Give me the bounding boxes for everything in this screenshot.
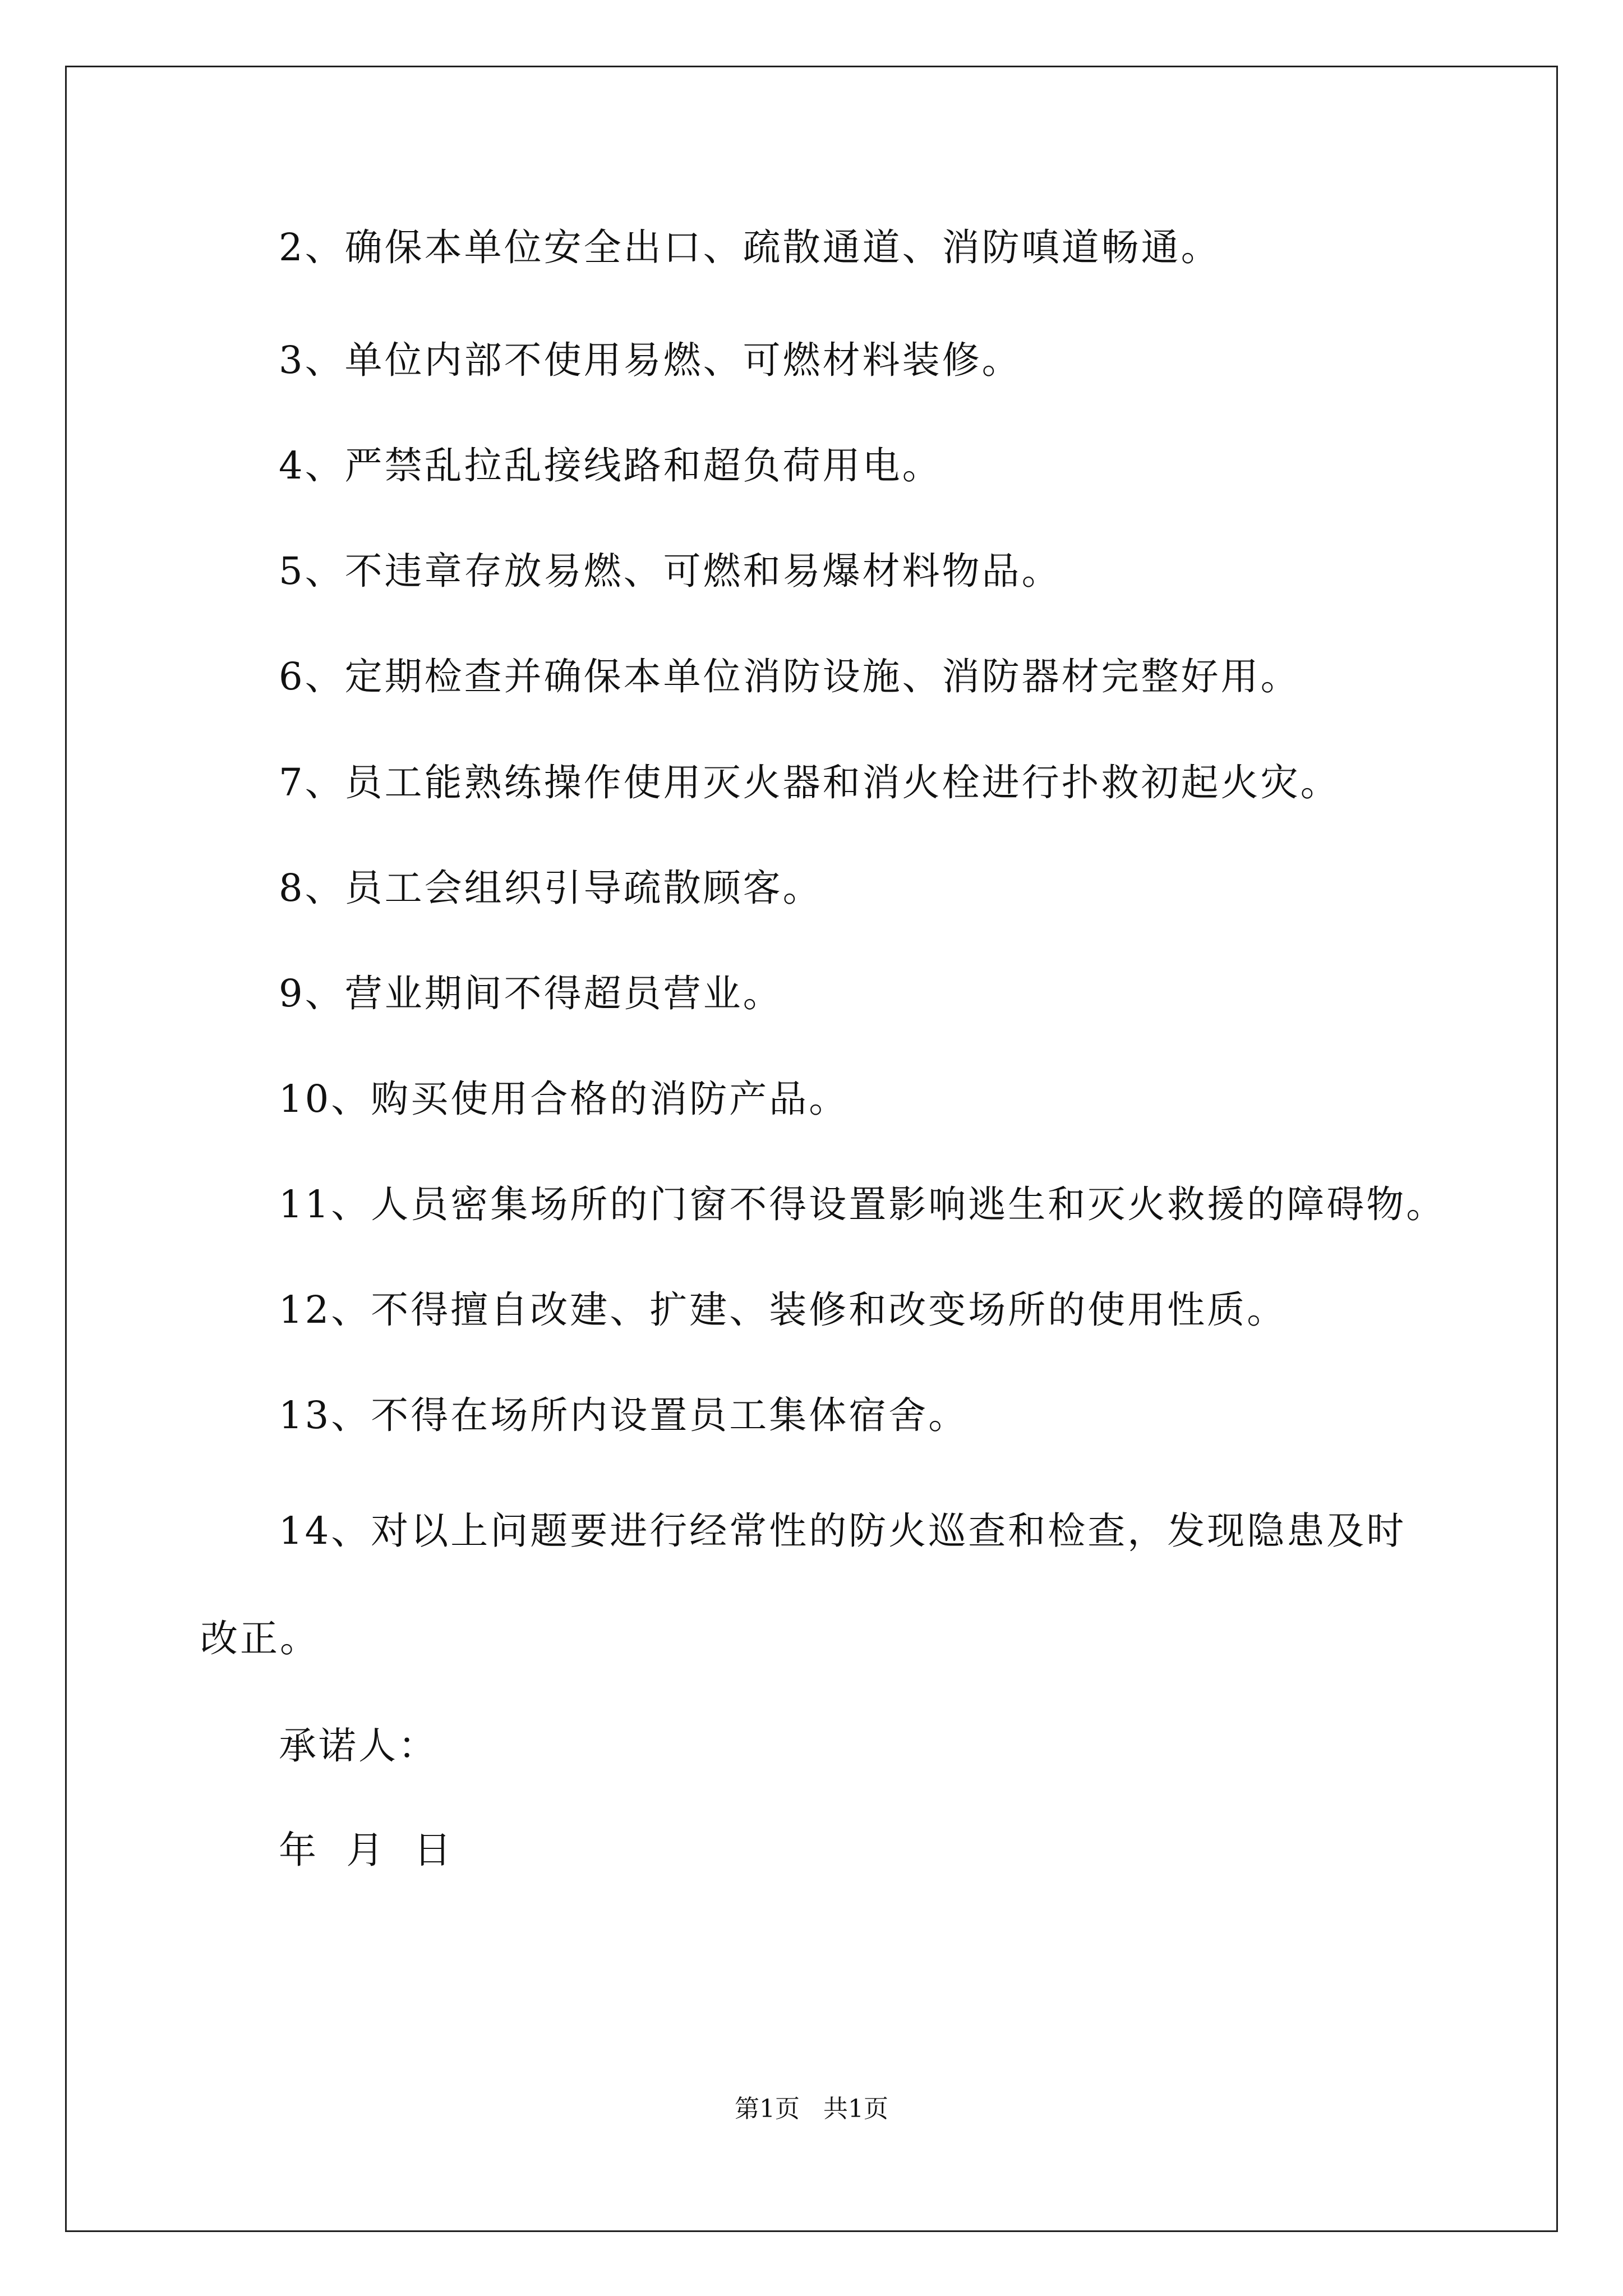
date-line: 年 月 日 bbox=[279, 1828, 454, 1872]
signatory-label: 承诺人： bbox=[279, 1724, 438, 1768]
page-footer: 第1页 共1页 bbox=[735, 2095, 888, 2123]
commitment-item-6: 6、定期检查并确保本单位消防设施、消防器材完整好用。 bbox=[279, 655, 1301, 698]
page-border bbox=[65, 66, 1558, 2232]
commitment-item-13: 13、不得在场所内设置员工集体宿舍。 bbox=[279, 1393, 969, 1437]
commitment-item-3: 3、单位内部不使用易燃、可燃材料装修。 bbox=[279, 338, 1022, 382]
commitment-item-2: 2、确保本单位安全出口、疏散通道、消防嗔道畅通。 bbox=[279, 226, 1221, 269]
commitment-item-9: 9、营业期间不得超员营业。 bbox=[279, 972, 783, 1015]
commitment-item-4: 4、严禁乱拉乱接线路和超负荷用电。 bbox=[279, 444, 942, 487]
commitment-item-7: 7、员工能熟练操作使用灭火器和消火栓进行扑救初起火灾。 bbox=[279, 761, 1340, 804]
commitment-item-12: 12、不得擅自改建、扩建、装修和改变场所的使用性质。 bbox=[279, 1288, 1287, 1332]
commitment-item-14-line1: 14、对以上问题要进行经常性的防火巡查和检查，发现隐患及时 bbox=[279, 1509, 1407, 1553]
commitment-item-5: 5、不违章存放易燃、可燃和易爆材料物品。 bbox=[279, 549, 1062, 593]
commitment-item-11: 11、人员密集场所的门窗不得设置影响逃生和灭火救援的障碍物。 bbox=[279, 1182, 1446, 1226]
commitment-item-14-line2: 改正。 bbox=[200, 1617, 320, 1660]
commitment-item-8: 8、员工会组织引导疏散顾客。 bbox=[279, 866, 823, 910]
commitment-item-10: 10、购买使用合格的消防产品。 bbox=[279, 1077, 849, 1121]
